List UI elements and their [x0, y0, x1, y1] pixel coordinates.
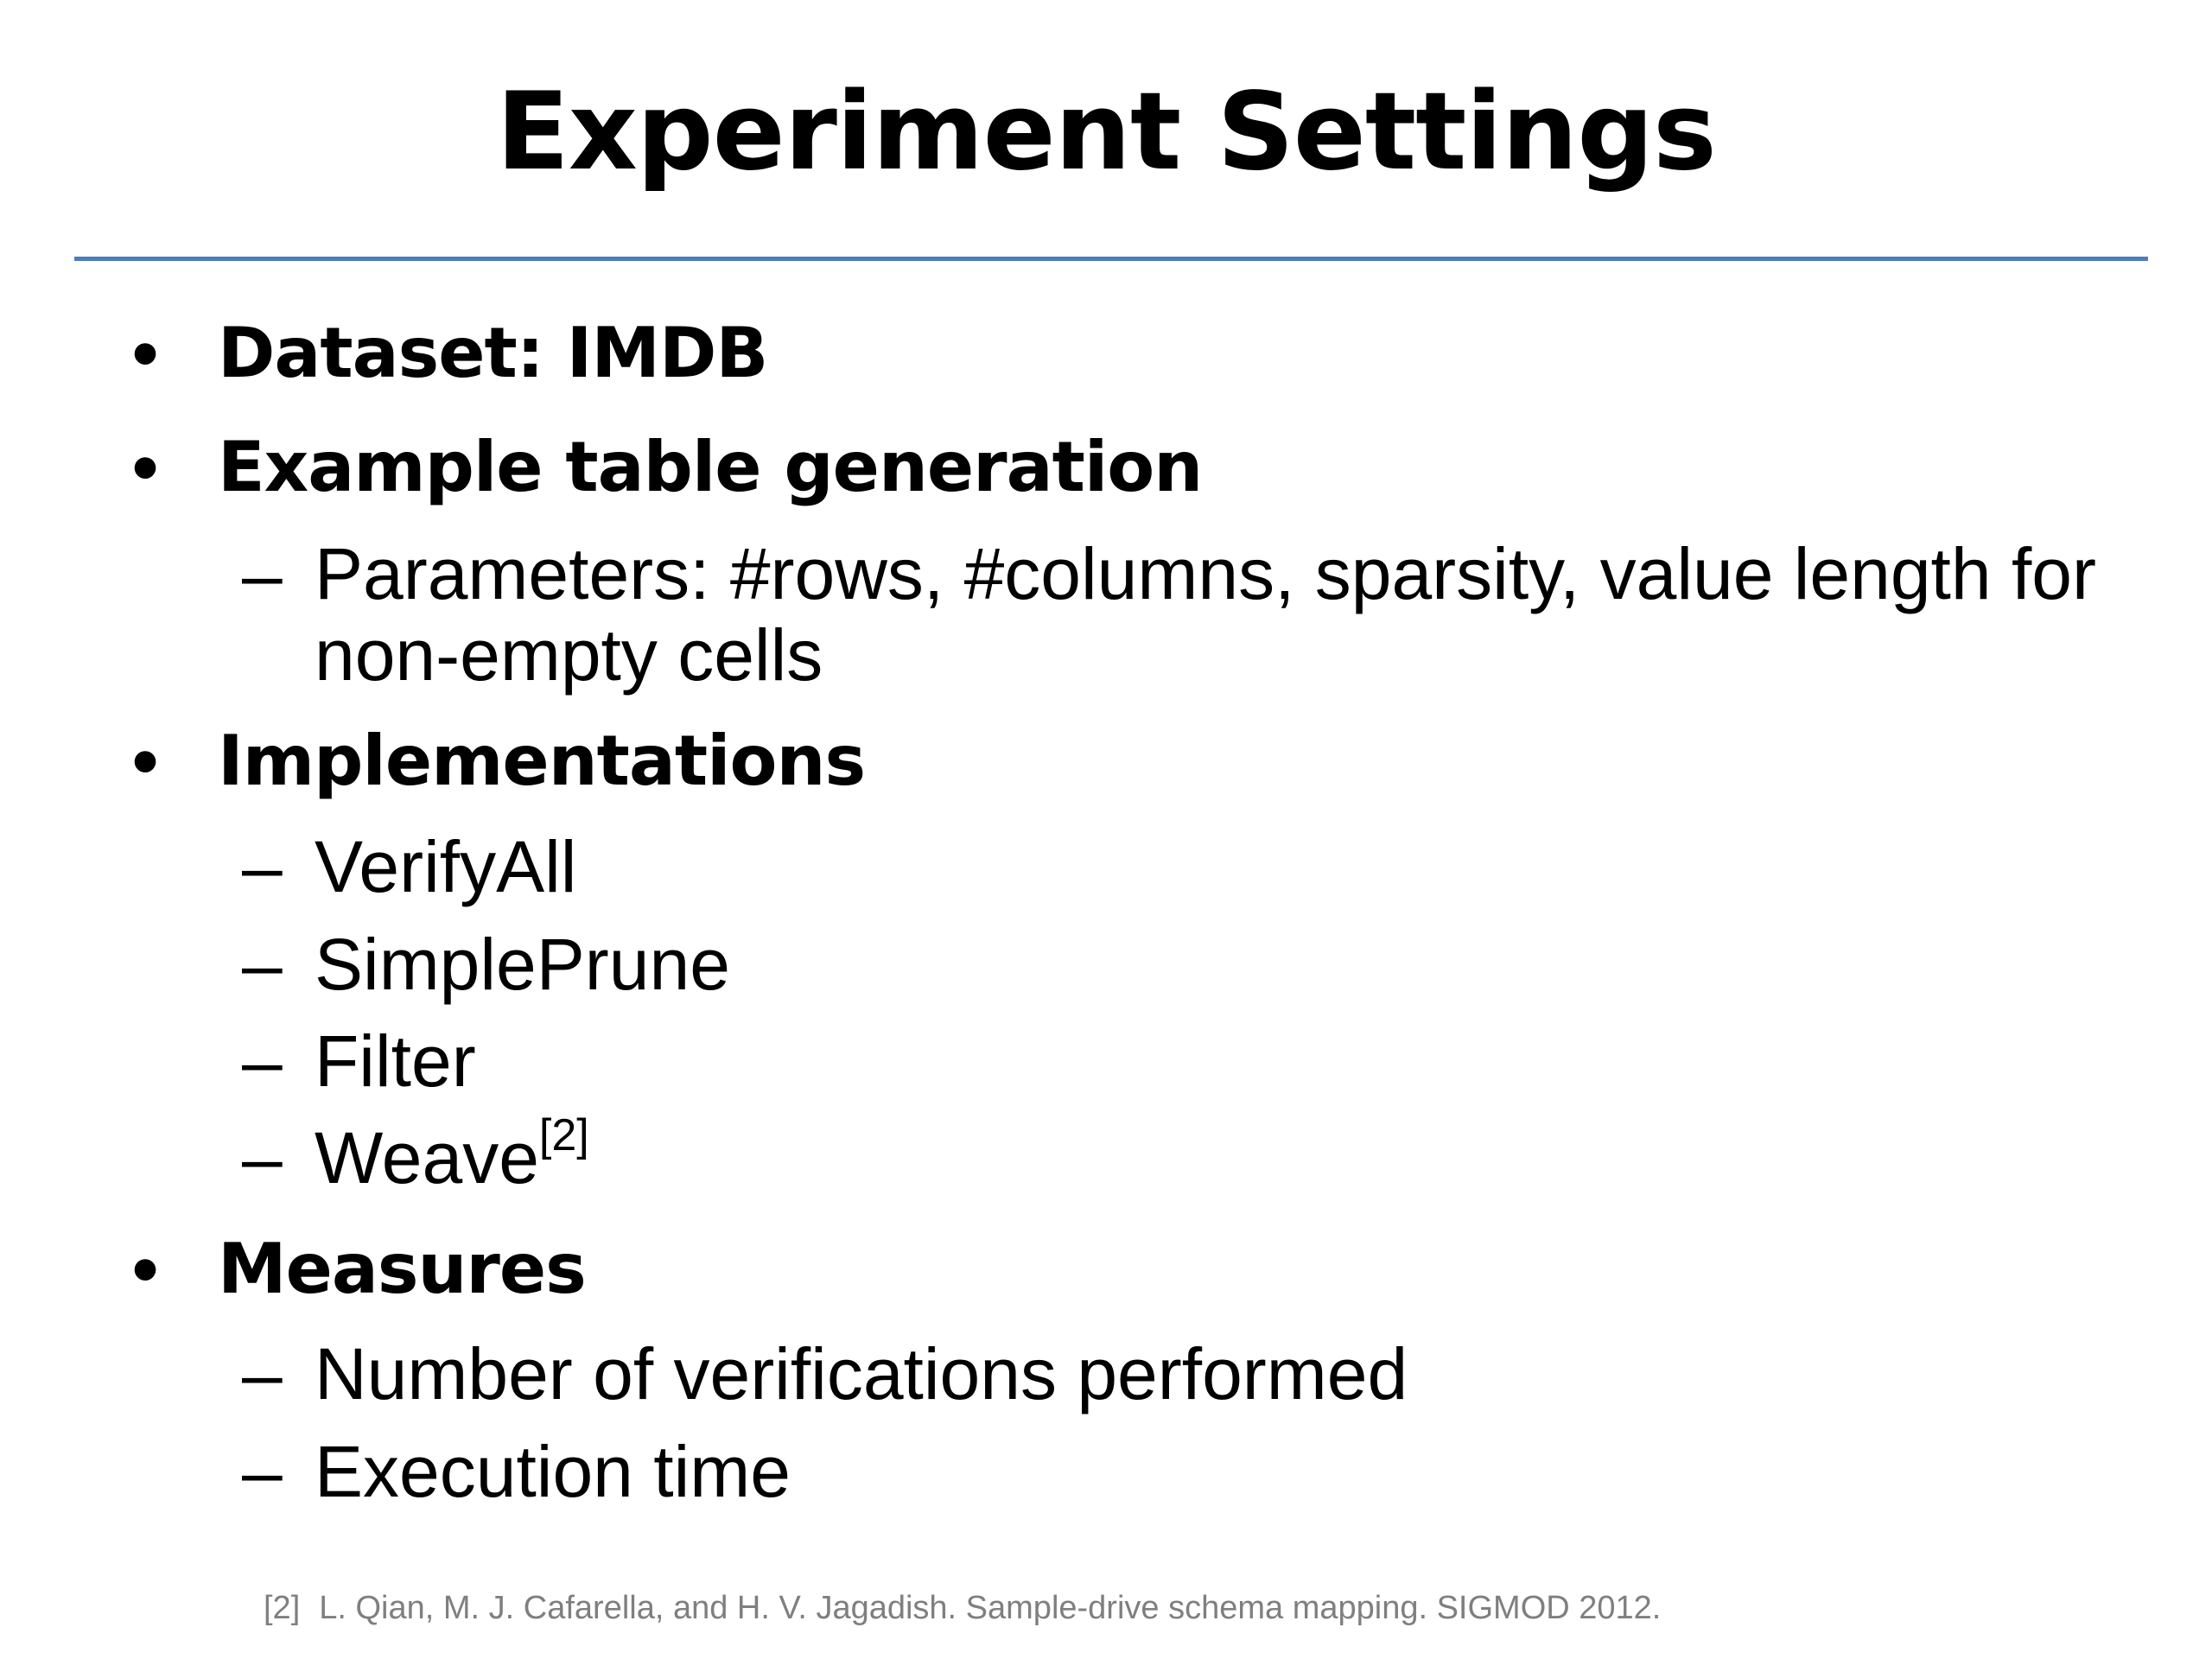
bullet-text: Example table generation [218, 427, 1203, 507]
sub-dash: – [242, 534, 283, 615]
footnote-text: L. Qian, M. J. Cafarella, and H. V. Jagadish. Sample-drive schema mapping. SIGMOD 2012. [319, 1590, 1662, 1626]
bullet-dot: • [132, 426, 159, 509]
sub-text: Filter [315, 1020, 476, 1102]
sub-text: SimplePrune [315, 924, 730, 1005]
bullet-text: Implementations [218, 721, 866, 801]
bullet-dot: • [132, 720, 159, 803]
sub-text: Parameters: #rows, #columns, sparsity, value length for non-empty cells [315, 533, 2096, 696]
footnote-ref: [2] [264, 1590, 301, 1626]
slide-title: Experiment Settings [496, 70, 1716, 194]
sub-dash: – [242, 1117, 283, 1198]
bullet-text: Dataset: IMDB [218, 313, 768, 393]
title-divider [74, 257, 2148, 261]
bullet-dot: • [132, 1228, 159, 1311]
sub-text-weave [315, 1110, 589, 1200]
footnote [264, 1590, 1661, 1627]
bullet-dot: • [132, 312, 159, 395]
bullet-text: Measures [218, 1229, 586, 1309]
sub-text: VerifyAll [315, 826, 577, 907]
sub-dash: – [242, 1020, 283, 1102]
weave-label: Weave [315, 1117, 539, 1198]
sub-dash: – [242, 924, 283, 1005]
sub-dash: – [242, 1333, 283, 1414]
citation-superscript: [2] [538, 1110, 589, 1160]
sub-text: Execution time [315, 1431, 791, 1512]
sub-dash: – [242, 1431, 283, 1512]
sub-dash: – [242, 826, 283, 907]
sub-text: Number of verifications performed [315, 1333, 1408, 1414]
